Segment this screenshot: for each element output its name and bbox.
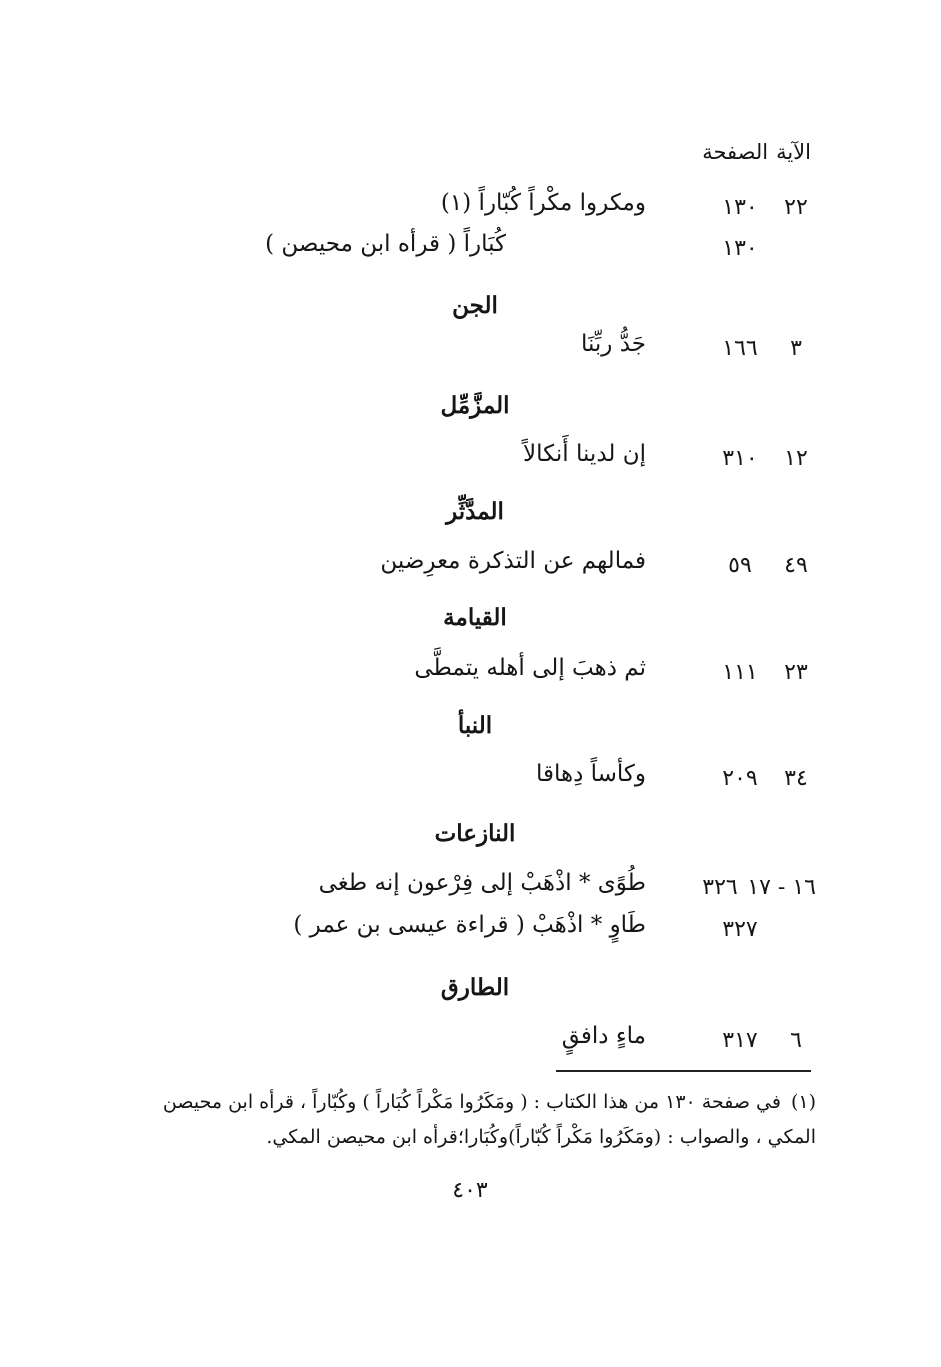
- page-number-ref: ٥٩: [728, 553, 752, 578]
- verse-number: ٤٩: [784, 553, 808, 578]
- footnote: [140, 1085, 816, 1155]
- index-entry-text: إن لدينا أَنكالاً: [523, 441, 646, 467]
- footnote-marker: (١): [790, 1091, 816, 1113]
- footnote-separator: [556, 1070, 811, 1072]
- page-number-ref: ١٣٠: [722, 195, 758, 220]
- verse-number: ١٦ - ١٧: [747, 875, 816, 900]
- page-number-ref: ١٦٦: [722, 336, 758, 361]
- page-number: ٤٠٣: [452, 1178, 488, 1203]
- page-number-ref: ٢٠٩: [722, 766, 758, 791]
- index-entry-text: وكأساً دِهاقا: [535, 761, 646, 787]
- page-number-ref: ٣١٧: [722, 1028, 758, 1053]
- verse-number: ٢٢: [784, 195, 808, 220]
- page-number-ref: ١١١: [722, 660, 758, 685]
- surah-heading: المزَّمِّل: [440, 392, 510, 419]
- surah-heading: القيامة: [443, 604, 507, 631]
- verse-number: ٣٤: [784, 766, 808, 791]
- verse-number: ٦: [790, 1028, 802, 1053]
- surah-heading: الطارق: [440, 974, 510, 1001]
- index-entry-text: جَدُّ ربِّنَا: [580, 331, 646, 357]
- index-entry-text: كُبَاراً ( قرأه ابن محيصن ): [265, 231, 506, 257]
- surah-heading: النبأ: [457, 712, 493, 739]
- index-entry-text: ثم ذهبَ إلى أهله يتمطَّى: [414, 655, 646, 681]
- page-number-ref: ٣١٠: [722, 446, 758, 471]
- verse-number: ٢٣: [784, 660, 808, 685]
- page-number-ref: ٣٢٧: [722, 917, 758, 942]
- page-column-label: الصفحة: [702, 140, 769, 164]
- index-entry-text: ماءٍ دافقٍ: [561, 1023, 646, 1049]
- index-entry-text: ومكروا مكْراً كُبّاراً (١): [440, 190, 646, 216]
- footnote-text: في صفحة ١٣٠ من هذا الكتاب : ( ومَكَرُوا مَكْراً كُبَاراً ) وكُبّاراً ، قرأه ابن محيصن المكي ، والصواب : (ومَكَرُوا مَكْراً كُبّاراً)وكُبَارا؛قرأه ابن محيصن المكي.: [162, 1091, 816, 1148]
- index-entry-text: طُوًى * اذْهَبْ إلى فِرْعون إنه طغى: [318, 870, 646, 896]
- index-entry-text: طَاوٍ * اذْهَبْ ( قراءة عيسى بن عمر ): [293, 912, 646, 938]
- page-number-ref: ٣٢٦: [702, 875, 738, 900]
- index-entry-text: فمالهم عن التذكرة معرِضين: [380, 548, 646, 574]
- surah-heading: المدَّثِّر: [446, 498, 504, 525]
- surah-heading: النازعات: [434, 820, 516, 847]
- surah-heading: الجن: [452, 292, 498, 319]
- column-header: [694, 140, 811, 164]
- page-number-ref: ١٣٠: [722, 236, 758, 261]
- verse-column-label: الآية: [776, 140, 811, 164]
- verse-number: ١٢: [784, 446, 808, 471]
- verse-number: ٣: [790, 336, 802, 361]
